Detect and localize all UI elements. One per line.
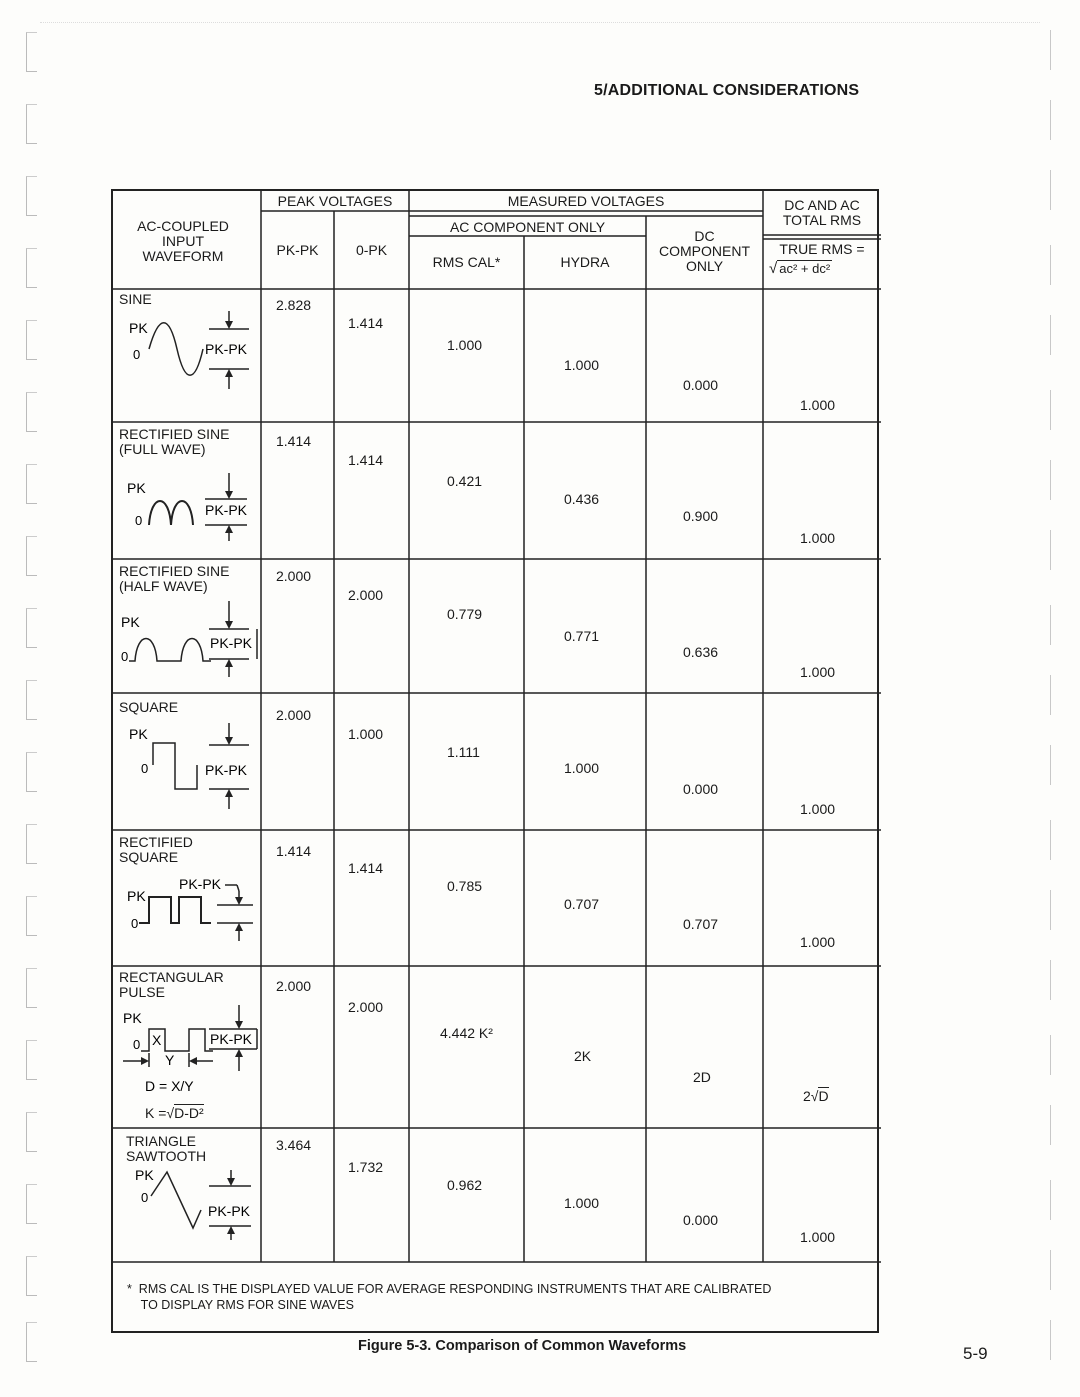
pk-pk-value: 1.414 [276,433,312,449]
zero-pk-value: 1.414 [348,315,384,331]
arrow-down-icon [235,897,243,905]
rms-cal-value: 0.785 [447,878,483,894]
binder-edge-mark [1050,245,1061,285]
arrow-up-icon [225,369,233,377]
pk-pk-label: PK-PK [205,341,248,357]
header-hydra: HYDRA [560,254,610,270]
rms-cal-value: 0.962 [447,1177,483,1193]
zero-label: 0 [133,1037,141,1052]
header-dc-and-ac-total-rms: DC AND AC TOTAL RMS [782,197,862,228]
rectified-full-wave-diagram [113,463,261,558]
pk-pk-label: PK-PK [210,1031,253,1047]
waveform-name: RECTIFIED SINE (HALF WAVE) [119,563,230,594]
y-label: Y [165,1052,175,1068]
arrow-down-icon [225,321,233,329]
binder-hole-mark [26,536,37,576]
binder-hole-mark [26,1256,37,1296]
zero-pk-value: 1.732 [348,1159,384,1175]
true-rms-value: 1.000 [800,397,836,413]
k-formula-radicand: D-D² [174,1105,204,1121]
zero-label: 0 [133,347,141,362]
pk-label: PK [127,888,146,904]
full-wave-icon [149,501,193,525]
true-rms-value: 1.000 [800,664,836,680]
binder-hole-mark [26,248,37,288]
dc-value: 0.000 [683,377,719,393]
true-rms-value: 1.000 [800,801,836,817]
zero-pk-value: 2.000 [348,999,384,1015]
binder-edge-mark [1050,460,1061,500]
binder-edge-mark [1050,675,1061,715]
dc-value: 0.900 [683,508,719,524]
table-footnote: * RMS CAL IS THE DISPLAYED VALUE FOR AVERAGE RESPONDING INSTRUMENTS THAT ARE CALIBRATED TO DISPLAY RMS FOR SINE WAVES [127,1282,772,1312]
sqrt-symbol: √ [769,260,778,277]
binder-edge-mark [1050,170,1061,210]
header-measured-voltages: MEASURED VOLTAGES [507,193,665,209]
binder-hole-mark [26,752,37,792]
sqrt-symbol: √ [810,1088,819,1104]
arrow-up-icon [235,923,243,931]
header-pk-pk: PK-PK [276,242,319,258]
header-0-pk: 0-PK [355,242,388,258]
true-rms-radicand: D [818,1088,829,1104]
rectified-square-diagram [113,871,261,966]
binder-edge-mark [1050,530,1061,570]
arrow-down-icon [225,621,233,629]
pk-label: PK [129,320,148,336]
arrow-down-icon [225,737,233,745]
pk-pk-label: PK-PK [205,762,248,778]
arrow-up-icon [225,659,233,667]
binder-edge-mark [1050,1320,1061,1360]
sawtooth-wave-icon [151,1172,201,1228]
zero-label: 0 [141,761,149,776]
sqrt-symbol: √ [166,1105,175,1121]
rms-cal-value: 1.000 [447,337,483,353]
sine-wave-icon [149,323,203,376]
zero-pk-value: 1.000 [348,726,384,742]
binder-hole-mark [26,608,37,648]
binder-edge-mark [1050,605,1061,645]
rms-cal-value: 1.111 [447,744,480,760]
binder-hole-mark [26,320,37,360]
pk-pk-value: 2.000 [276,707,312,723]
binder-hole-mark [26,968,37,1008]
zero-label: 0 [121,649,129,664]
zero-pk-value: 1.414 [348,860,384,876]
dc-value: 0.000 [683,781,719,797]
true-rms-radicand: ac² + dc² [779,261,831,276]
binder-hole-mark [26,392,37,432]
binder-edge-mark [1050,960,1061,1000]
zero-pk-value: 1.414 [348,452,384,468]
square-wave-diagram [113,719,261,829]
binder-edge-mark [1050,890,1061,930]
pk-pk-value: 3.464 [276,1137,312,1153]
zero-label: 0 [135,513,143,528]
rms-cal-value: 4.442 K² [440,1025,493,1041]
binder-edge-mark [1050,1250,1061,1290]
pk-pk-value: 1.414 [276,843,312,859]
waveform-name: RECTANGULAR PULSE [119,969,224,1000]
zero-label: 0 [141,1190,149,1205]
arrow-up-icon [235,1049,243,1057]
x-label: X [152,1032,162,1048]
page-number: 5-9 [963,1344,988,1363]
binder-edge-mark [1050,820,1061,860]
arrow-left-icon [189,1057,197,1065]
arrow-down-icon [227,1178,235,1186]
waveform-name: RECTIFIED SQUARE [119,834,193,865]
binder-edge-mark [1050,30,1061,70]
section-header: 5/ADDITIONAL CONSIDERATIONS [594,82,860,99]
header-true-rms-formula [769,260,832,277]
square-wave-icon [153,743,197,789]
binder-hole-mark [26,824,37,864]
pk-label: PK [121,614,140,630]
binder-hole-mark [26,1184,37,1224]
k-formula [145,1105,204,1121]
k-formula-prefix: K = [145,1105,167,1121]
pk-pk-label: PK-PK [179,876,222,892]
pk-pk-value: 2.000 [276,978,312,994]
figure-caption: Figure 5-3. Comparison of Common Waveforms [358,1338,687,1354]
zero-pk-value: 2.000 [348,587,384,603]
true-rms-value [803,1088,829,1104]
true-rms-value: 1.000 [800,934,836,950]
hydra-value: 0.771 [564,628,600,644]
binder-hole-mark [26,464,37,504]
binder-edge-mark [1050,1035,1061,1075]
waveform-name: SINE [119,291,152,307]
rms-cal-value: 0.421 [447,473,483,489]
rms-cal-value: 0.779 [447,606,483,622]
binder-hole-mark [26,32,37,72]
header-true-rms-label: TRUE RMS = [779,241,865,257]
waveform-name: SQUARE [119,699,179,715]
binder-hole-mark [26,104,37,144]
pk-pk-label: PK-PK [210,635,253,651]
waveform-comparison-table [111,189,879,1333]
rectified-square-icon [139,897,211,923]
binder-hole-mark [26,1040,37,1080]
arrow-down-icon [235,1021,243,1029]
pk-pk-label: PK-PK [208,1203,251,1219]
header-waveform: AC-COUPLED INPUT WAVEFORM [137,218,229,264]
binder-hole-mark [26,1112,37,1152]
pk-pk-value: 2.828 [276,297,312,313]
binder-edge-mark [1050,1180,1061,1220]
binder-hole-mark [26,176,37,216]
waveform-name: RECTIFIED SINE (FULL WAVE) [119,426,230,457]
hydra-value: 1.000 [564,357,600,373]
scan-edge-line [40,22,1040,23]
arrow-right-icon [141,1057,149,1065]
header-ac-component-only: AC COMPONENT ONLY [449,219,606,235]
dc-value: 0.636 [683,644,719,660]
header-dc-component-only: DC COMPONENT ONLY [659,228,750,274]
half-wave-icon [129,639,211,662]
pk-pk-value: 2.000 [276,568,312,584]
dc-value: 0.000 [683,1212,719,1228]
binder-hole-mark [26,680,37,720]
zero-label: 0 [131,916,139,931]
true-rms-prefix: 2 [803,1088,811,1104]
binder-hole-mark [26,896,37,936]
binder-edge-mark [1050,1105,1061,1145]
arrow-up-icon [227,1226,235,1234]
pk-label: PK [135,1167,154,1183]
d-formula: D = X/Y [145,1078,194,1094]
pk-pk-label: PK-PK [205,502,248,518]
header-rms-cal: RMS CAL* [432,254,501,270]
rectified-half-wave-diagram [113,601,261,693]
dc-value: 2D [693,1069,711,1085]
binder-hole-mark [26,1322,37,1362]
arrow-up-icon [225,525,233,533]
triangle-sawtooth-diagram [113,1166,261,1261]
waveform-name: TRIANGLE SAWTOOTH [126,1133,207,1164]
binder-edge-mark [1050,745,1061,785]
pk-label: PK [123,1010,142,1026]
arrow-up-icon [225,789,233,797]
pk-label: PK [127,480,146,496]
hydra-value: 0.707 [564,896,600,912]
binder-edge-mark [1050,100,1061,140]
sine-waveform-diagram [113,309,261,421]
hydra-value: 2K [574,1048,592,1064]
hydra-value: 0.436 [564,491,600,507]
arrow-down-icon [225,491,233,499]
binder-edge-mark [1050,315,1061,355]
header-peak-voltages: PEAK VOLTAGES [277,193,393,209]
pk-label: PK [129,726,148,742]
binder-edge-mark [1050,390,1061,430]
hydra-value: 1.000 [564,1195,600,1211]
hydra-value: 1.000 [564,760,600,776]
true-rms-value: 1.000 [800,1229,836,1245]
true-rms-value: 1.000 [800,530,836,546]
dc-value: 0.707 [683,916,719,932]
